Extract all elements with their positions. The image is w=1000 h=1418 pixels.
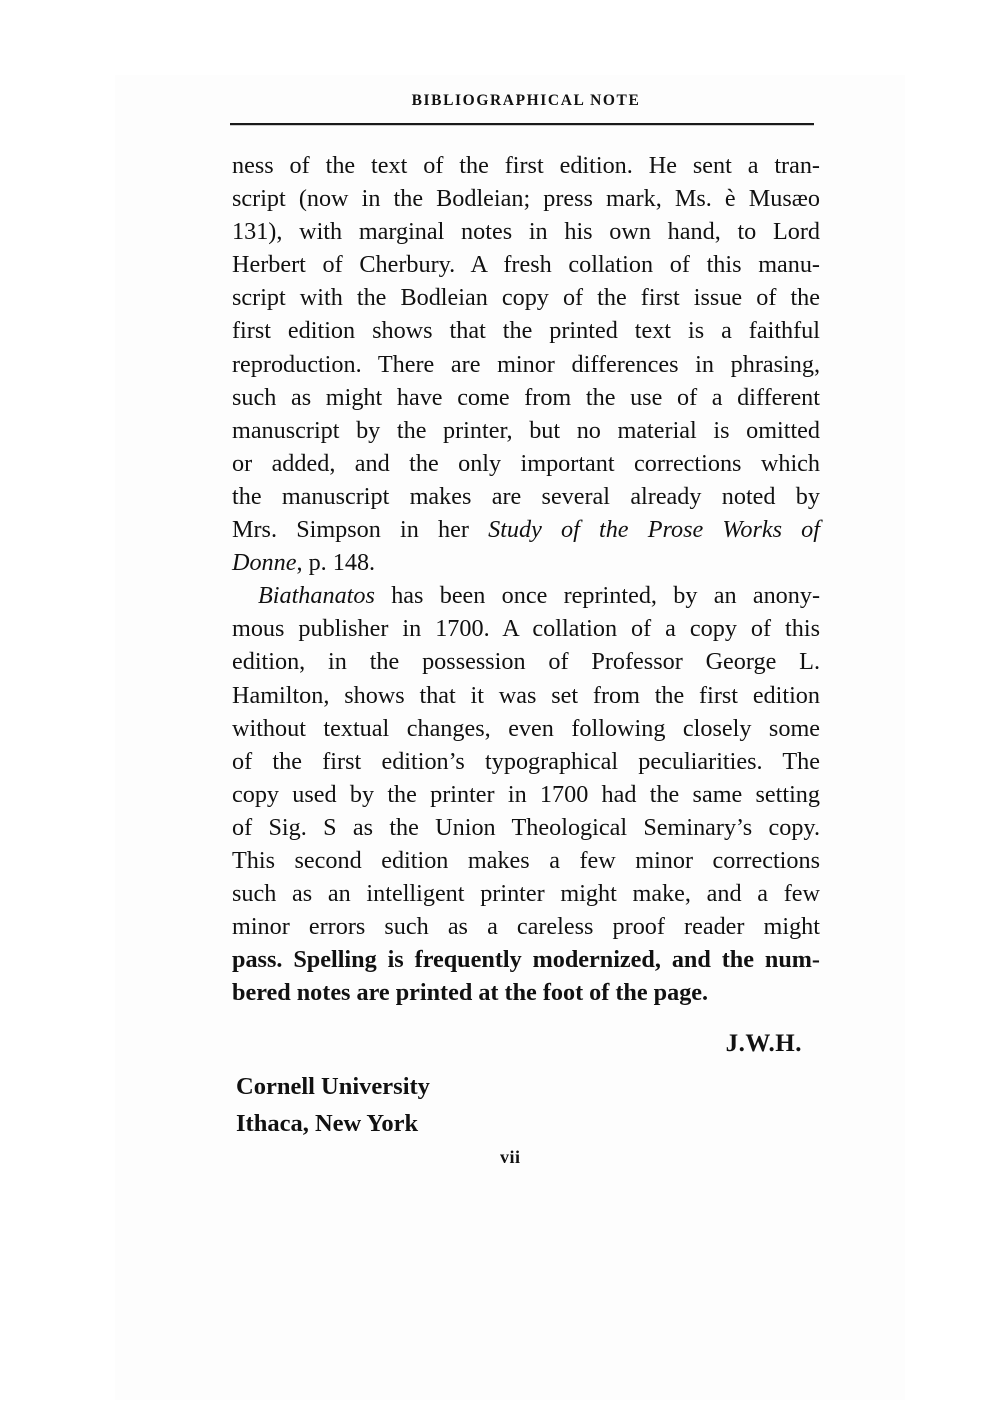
header-rule-shadow	[230, 125, 814, 126]
text-line: script with the Bodleian copy of the first issue of the	[232, 284, 820, 312]
text-line: minor errors such as a careless proof reader might	[232, 913, 820, 941]
text-line: pass. Spelling is frequently modernized, and the num-	[232, 946, 820, 974]
text-run: , p. 148.	[296, 549, 376, 577]
text-line: copy used by the printer in 1700 had the same setting	[232, 780, 820, 808]
text-line: without textual changes, even following closely some	[232, 714, 820, 742]
text-line: mous publisher in 1700. A collation of a copy of this	[232, 615, 820, 643]
text-line: such as might have come from the use of a different	[232, 383, 820, 411]
text-line: This second edition makes a few minor corrections	[232, 846, 820, 874]
text-line: such as an intelligent printer might make, and a few	[232, 880, 820, 908]
location-name: Ithaca, New York	[236, 1110, 419, 1137]
text-run: Mrs. Simpson in her	[232, 516, 489, 544]
text-line: first edition shows that the printed text is a faithful	[232, 317, 820, 345]
text-line: 131), with marginal notes in his own hand, to Lord	[232, 218, 820, 246]
author-initials: J.W.H.	[725, 1030, 802, 1057]
text-run: has been once reprinted, by an anony-	[374, 582, 820, 610]
body-text	[232, 149, 820, 1009]
author-address	[236, 1068, 430, 1142]
page-number: vii	[500, 1147, 521, 1167]
running-head: BIBLIOGRAPHICAL NOTE	[411, 92, 641, 109]
text-line: edition, in the possession of Professor George L.	[232, 648, 820, 676]
text-line: Hamilton, shows that it was set from the first edition	[232, 681, 820, 709]
text-line: ness of the text of the first edition. He sent a tran-	[232, 152, 820, 179]
paragraph-start-line	[232, 579, 820, 612]
text-line: or added, and the only important corrections which	[232, 449, 820, 477]
text-line: reproduction. There are minor differences in phrasing,	[232, 350, 820, 378]
text-line: bered notes are printed at the foot of the page.	[232, 979, 709, 1007]
text-line: Herbert of Cherbury. A fresh collation of this manu-	[232, 251, 820, 279]
institution-name: Cornell University	[236, 1073, 430, 1100]
book-title-italic: Biathanatos	[258, 582, 375, 610]
text-line: the manuscript makes are several already noted by	[232, 482, 820, 510]
text-line: of Sig. S as the Union Theological Seminary’s copy.	[232, 813, 820, 841]
text-line: of the first edition’s typographical peculiarities. The	[232, 747, 820, 775]
book-title-italic: Donne	[232, 549, 297, 577]
text-line	[232, 546, 820, 579]
text-line	[232, 513, 820, 546]
book-title-italic: Study of the Prose Works of	[488, 516, 820, 544]
text-line: manuscript by the printer, but no material is omitted	[232, 416, 820, 444]
text-line: script (now in the Bodleian; press mark, Ms. è Musæo	[232, 185, 820, 213]
